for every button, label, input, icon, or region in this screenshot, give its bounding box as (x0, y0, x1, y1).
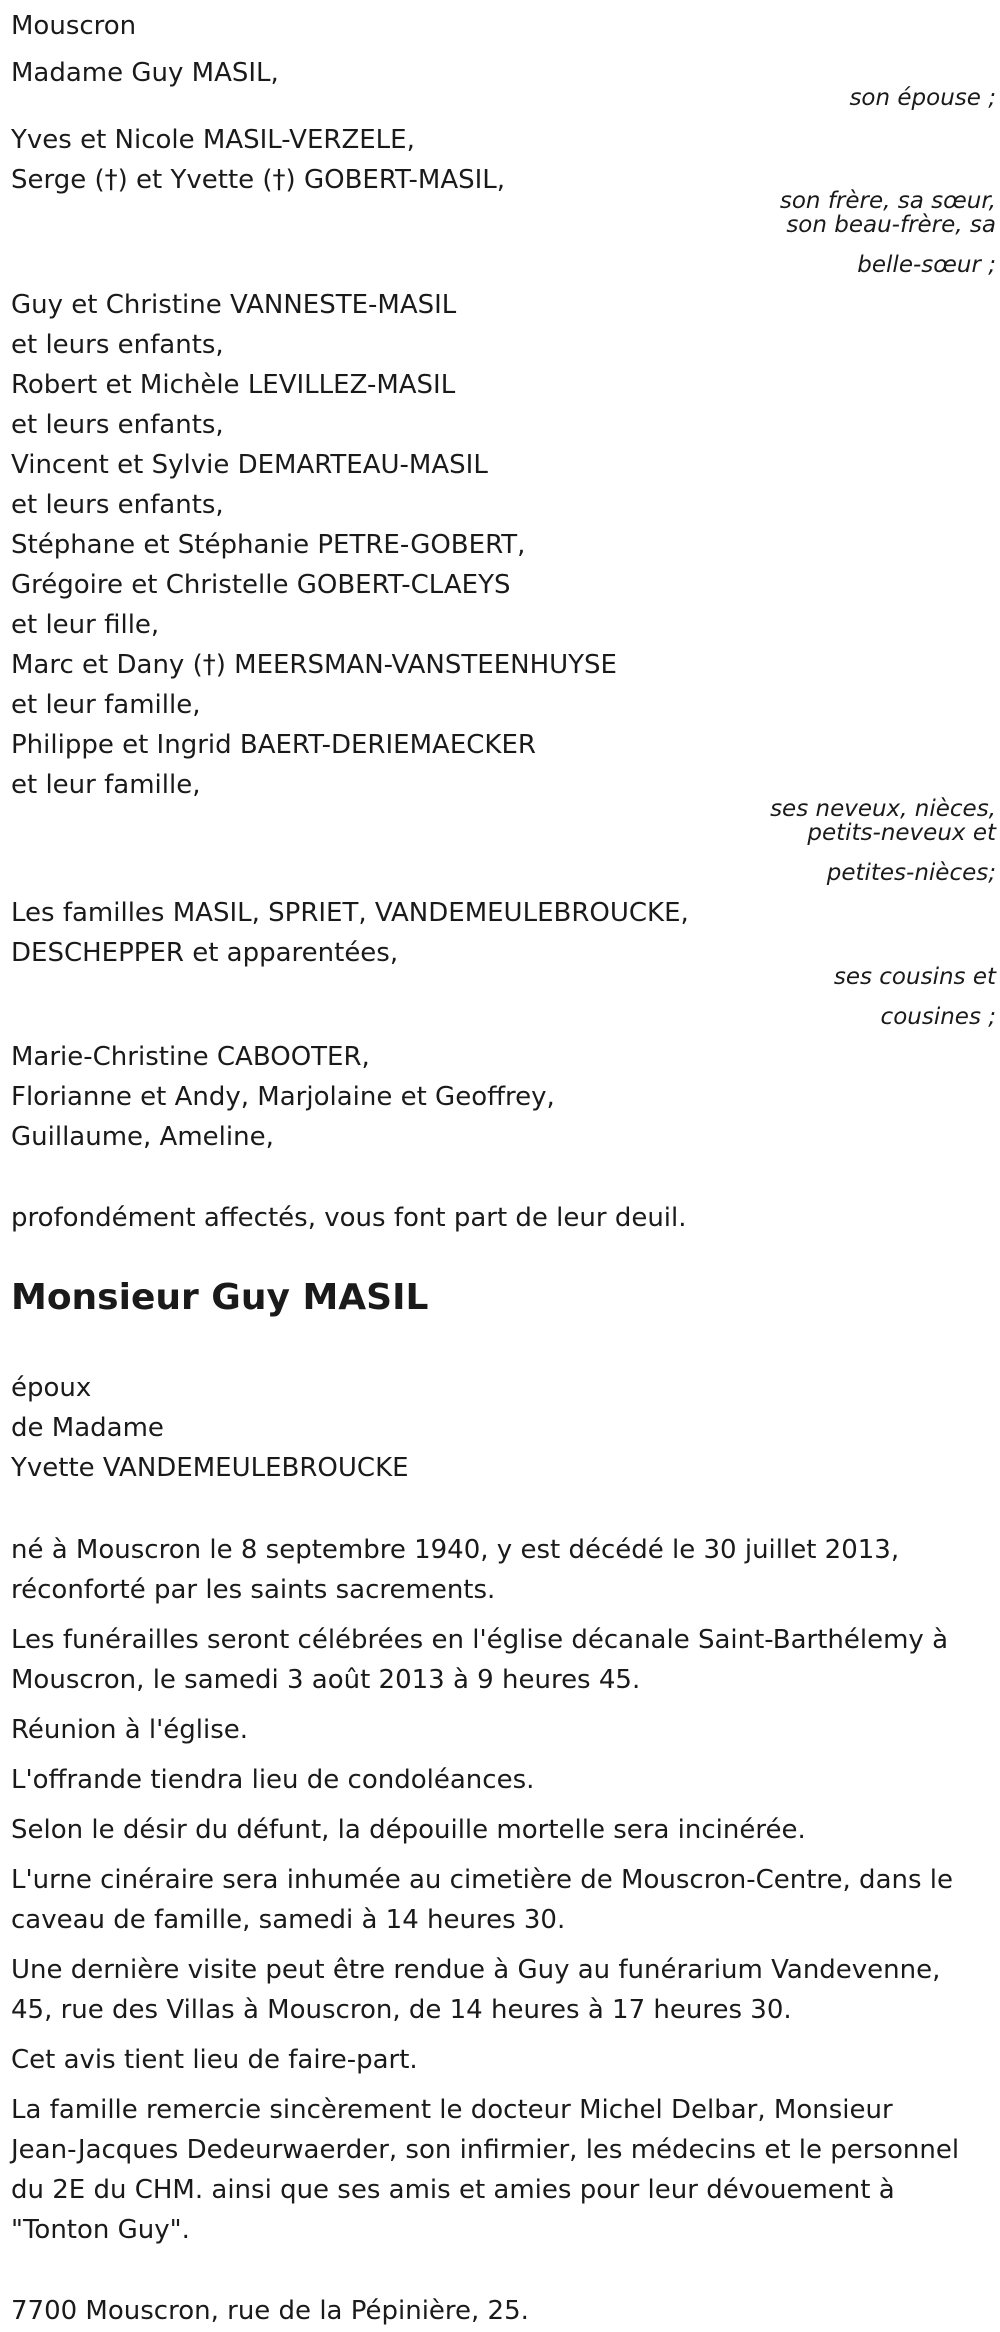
sibling-line: Serge (†) et Yvette (†) GOBERT-MASIL, (11, 165, 506, 195)
cousins-line: DESCHEPPER et apparentées, (11, 938, 399, 968)
nephew-line: Stéphane et Stéphanie PETRE-GOBERT, (11, 530, 526, 560)
address-line: 7700 Mouscron, rue de la Pépinière, 25. (11, 2296, 529, 2326)
status-line: époux (11, 1373, 92, 1403)
offering-line: L'offrande tiendra lieu de condoléances. (11, 1765, 535, 1795)
birth-death-line: né à Mouscron le 8 septembre 1940, y est décédé le 30 juillet 2013, (11, 1535, 900, 1565)
meeting-line: Réunion à l'église. (11, 1715, 249, 1745)
nephew-line: et leurs enfants, (11, 410, 224, 440)
closing-sentence: profondément affectés, vous font part de leur deuil. (11, 1203, 687, 1233)
others-line: Florianne et Andy, Marjolaine et Geoffrey, (11, 1082, 555, 1112)
siblings-relation-line: son frère, sa sœur, (779, 188, 996, 214)
thanks-line: La famille remercie sincèrement le docteur Michel Delbar, Monsieur (11, 2095, 893, 2125)
nephew-line: Grégoire et Christelle GOBERT-CLAEYS (11, 570, 511, 600)
sibling-line: Yves et Nicole MASIL-VERZELE, (11, 125, 415, 155)
nephews-relation-line: petites-nièces; (826, 860, 996, 886)
nephew-line: et leurs enfants, (11, 490, 224, 520)
siblings-relation-line: son beau-frère, sa (786, 212, 996, 238)
nephew-line: et leur fille, (11, 610, 160, 640)
others-line: Guillaume, Ameline, (11, 1122, 274, 1152)
cousins-line: Les familles MASIL, SPRIET, VANDEMEULEBROUCKE, (11, 898, 689, 928)
nephew-line: Robert et Michèle LEVILLEZ-MASIL (11, 370, 456, 400)
spouse-name: Madame Guy MASIL, (11, 58, 279, 88)
cremation-line: Selon le désir du défunt, la dépouille mortelle sera incinérée. (11, 1815, 806, 1845)
nephew-line: et leur famille, (11, 690, 201, 720)
deceased-name: Monsieur Guy MASIL (11, 1277, 429, 1318)
nephews-relation-line: ses neveux, nièces, (770, 796, 996, 822)
thanks-line: Jean-Jacques Dedeurwaerder, son infirmier, les médecins et le personnel (11, 2135, 960, 2165)
birth-death-line: réconforté par les saints sacrements. (11, 1575, 496, 1605)
thanks-line: "Tonton Guy". (11, 2215, 190, 2245)
city-heading: Mouscron (11, 11, 137, 41)
funeral-line: Mouscron, le samedi 3 août 2013 à 9 heures 45. (11, 1665, 641, 1695)
nephew-line: Philippe et Ingrid BAERT-DERIEMAECKER (11, 730, 536, 760)
notice-line: Cet avis tient lieu de faire-part. (11, 2045, 418, 2075)
nephew-line: Guy et Christine VANNESTE-MASIL (11, 290, 457, 320)
funeral-line: Les funérailles seront célébrées en l'église décanale Saint-Barthélemy à (11, 1625, 949, 1655)
visit-line: Une dernière visite peut être rendue à Guy au funérarium Vandevenne, (11, 1955, 941, 1985)
spouse-relation: son épouse ; (849, 85, 996, 111)
nephew-line: Vincent et Sylvie DEMARTEAU-MASIL (11, 450, 488, 480)
nephews-relation-line: petits-neveux et (807, 820, 996, 846)
cousins-relation-line: ses cousins et (833, 964, 996, 990)
urn-line: L'urne cinéraire sera inhumée au cimetière de Mouscron-Centre, dans le (11, 1865, 954, 1895)
cousins-relation-line: cousines ; (880, 1004, 996, 1030)
thanks-line: du 2E du CHM. ainsi que ses amis et amies pour leur dévouement à (11, 2175, 895, 2205)
others-line: Marie-Christine CABOOTER, (11, 1042, 370, 1072)
siblings-relation-line: belle-sœur ; (857, 252, 996, 278)
nephew-line: et leur famille, (11, 770, 201, 800)
status-line: Yvette VANDEMEULEBROUCKE (11, 1453, 409, 1483)
visit-line: 45, rue des Villas à Mouscron, de 14 heures à 17 heures 30. (11, 1995, 792, 2025)
nephew-line: Marc et Dany (†) MEERSMAN-VANSTEENHUYSE (11, 650, 617, 680)
status-line: de Madame (11, 1413, 164, 1443)
urn-line: caveau de famille, samedi à 14 heures 30. (11, 1905, 566, 1935)
nephew-line: et leurs enfants, (11, 330, 224, 360)
